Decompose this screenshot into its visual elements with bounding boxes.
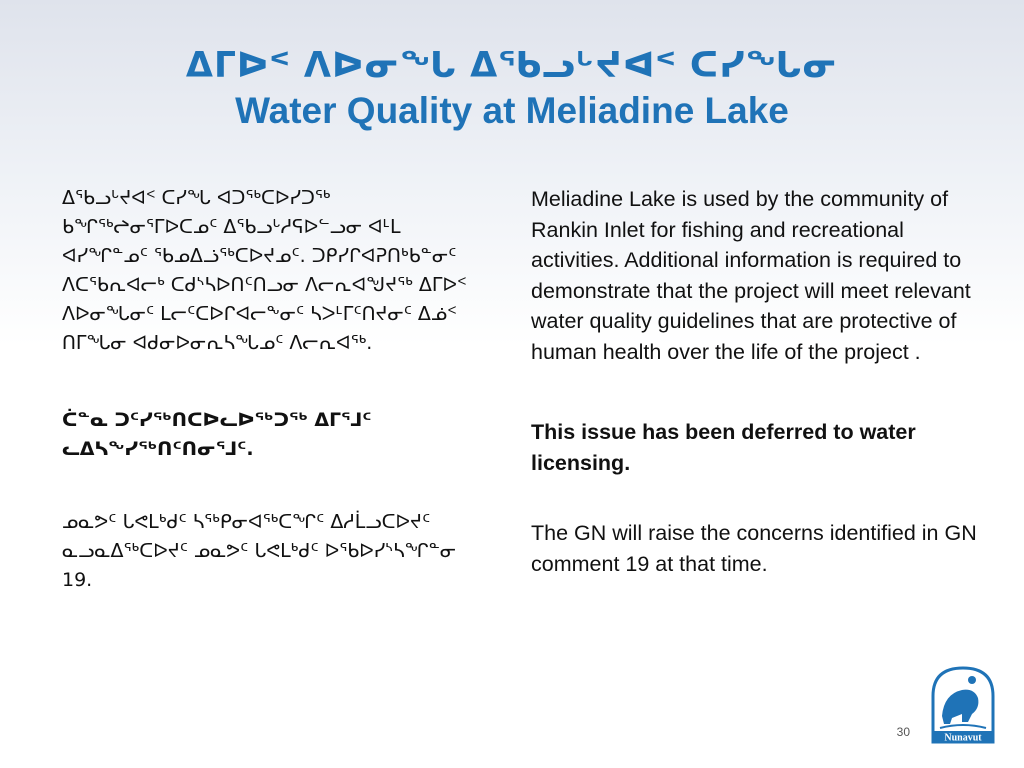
title-english: Water Quality at Meliadine Lake [235, 90, 789, 131]
page-number: 30 [896, 725, 910, 739]
title-syllabics: ᐃᒥᐅᑉ ᐱᐅᓂᖓ ᐃᖃᓗᒡᔪᐊᑉ ᑕᓯᖓᓂ [185, 46, 839, 86]
logo-text: Nunavut [944, 732, 982, 744]
syllabics-paragraph-1: ᐃᖃᓗᒡᔪᐊᑉ ᑕᓯᖓ ᐊᑐᖅᑕᐅᓯᑐᖅ ᑲᖏᖅᖠᓂᕐᒥᐅᑕᓄᑦ ᐃᖃᓗᒡᓱᕋᐅᓪᓗᓂ ᐊᒻᒪ ᐊᓯᖏᓐᓄᑦ ᖃᓄᐃᓘᖅᑕᐅᔪᓄᑦ. ᑐᑭᓯᒋᐊᕈᑎᒃᑲᓐᓂᑦ ᐱᑕᖃᕆᐊᓕᒃ ᑕᑯᔅᓴᐅᑎᑦᑎᓗᓂ ᐱᓕᕆᐊᖑᔪᖅ ᐃᒥᐅᑉ ᐱᐅᓂᖓᓂᑦ ᒪᓕᑦᑕᐅᒋᐊᓕᖕᓂᑦ ᓴᐳᒻᒥᑦᑎᔪᓂᑦ ᐃᓅᑉ ᑎᒥᖓᓂ ᐊᑯᓂᐅᓂᕆᓴᖓᓄᑦ ᐱᓕᕆᐊᖅ. [62, 187, 467, 354]
syllabics-column [62, 184, 482, 595]
english-paragraph-1: Meliadine Lake is used by the community of Rankin Inlet for fishing and recreational activities. Additional information is required to demonstrate that the project will meet relevant water quality guidelines that are protective of human health over the life of the project . [531, 187, 971, 364]
english-column [531, 184, 981, 579]
english-paragraph-2: This issue has been deferred to water licensing. [531, 420, 916, 475]
english-paragraph-3: The GN will raise the concerns identified in GN comment 19 at that time. [531, 521, 977, 576]
nunavut-logo [928, 664, 998, 744]
syllabics-paragraph-3: ᓄᓇᕗᑦ ᒐᕙᒪᒃᑯᑦ ᓴᖅᑭᓂᐊᖅᑕᖏᑦ ᐃᓱᒫᓗᑕᐅᔪᑦ ᓇᓗᓇᐃᖅᑕᐅᔪᑦ ᓄᓇᕗᑦ ᒐᕙᒪᒃᑯᑦ ᐅᖃᐅᓯᔅᓴᖏᓐᓂ 19. [62, 511, 457, 591]
syllabics-paragraph-2: ᑖᓐᓇ ᑐᑦᓯᖅᑎᑕᐅᓚᐅᖅᑐᖅ ᐃᒥᕐᒧᑦ ᓚᐃᓴᖕᓯᖅᑎᑦᑎᓂᕐᒧᑦ. [62, 409, 372, 460]
nunavut-emblem-icon [928, 664, 998, 744]
slide-title [0, 44, 1024, 134]
